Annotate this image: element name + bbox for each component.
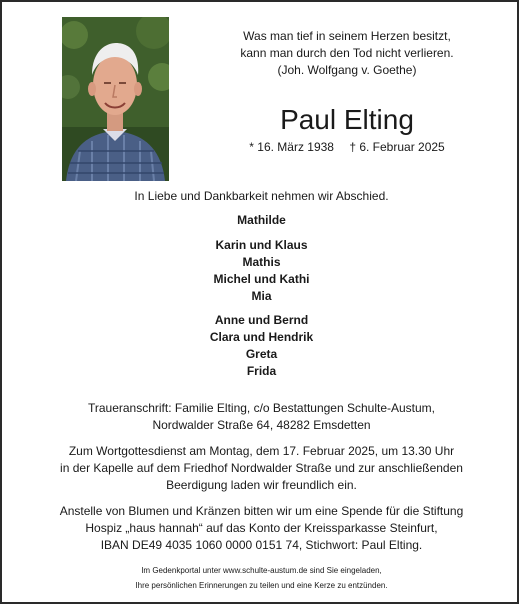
footer-line: Ihre persönlichen Erinnerungen zu teilen und eine Kerze zu entzünden.: [135, 581, 388, 590]
donation-line: IBAN DE49 4035 1060 0000 0151 74, Stichwort: Paul Elting.: [100, 538, 423, 552]
mourner-name: Greta: [245, 347, 278, 361]
mourner-group: [2, 212, 519, 229]
portrait-photo-icon: [62, 17, 169, 181]
mourning-address: [2, 400, 519, 434]
birth-date: * 16. März 1938: [249, 140, 334, 154]
life-dates: [187, 139, 507, 155]
address-line: Nordwalder Straße 64, 48282 Emsdetten: [152, 418, 371, 432]
mourner-name: Mia: [251, 289, 272, 303]
mourner-name: Clara und Hendrik: [209, 330, 314, 344]
donation-request: [2, 503, 519, 554]
mourners-list: [2, 212, 519, 387]
mourner-group: [2, 312, 519, 380]
portrait-photo: [62, 17, 169, 181]
service-line: Beerdigung laden wir freundlich ein.: [166, 478, 357, 492]
donation-line: Anstelle von Blumen und Kränzen bitten wir um eine Spende für die Stiftung: [59, 504, 464, 518]
quote-author: (Joh. Wolfgang v. Goethe): [277, 63, 417, 77]
quote-line: Was man tief in seinem Herzen besitzt,: [243, 29, 451, 43]
donation-line: Hospiz „haus hannah“ auf das Konto der Kreissparkasse Steinfurt,: [85, 521, 438, 535]
service-invitation: [2, 443, 519, 494]
address-line: Traueranschrift: Familie Elting, c/o Bestattungen Schulte-Austum,: [87, 401, 436, 415]
farewell-text: In Liebe und Dankbarkeit nehmen wir Abschied.: [134, 189, 389, 203]
service-line: in der Kapelle auf dem Friedhof Nordwalder Straße und zur anschließenden: [60, 461, 463, 475]
mourner-name: Mathis: [242, 255, 281, 269]
mourner-name: Karin und Klaus: [215, 238, 308, 252]
death-date: † 6. Februar 2025: [349, 140, 445, 154]
mourner-name: Anne und Bernd: [214, 313, 309, 327]
memorial-portal-note: [2, 563, 519, 593]
footer-line: Im Gedenkportal unter www.schulte-austum.de sind Sie eingeladen,: [141, 566, 382, 575]
mourner-name: Michel und Kathi: [213, 272, 310, 286]
quote: [187, 28, 507, 79]
mourner-group: [2, 237, 519, 305]
mourner-name: Frida: [246, 364, 277, 378]
deceased-name: Paul Elting: [280, 104, 414, 135]
service-line: Zum Wortgottesdienst am Montag, dem 17. Februar 2025, um 13.30 Uhr: [68, 444, 455, 458]
quote-line: kann man durch den Tod nicht verlieren.: [240, 46, 454, 60]
mourner-name: Mathilde: [237, 213, 286, 227]
